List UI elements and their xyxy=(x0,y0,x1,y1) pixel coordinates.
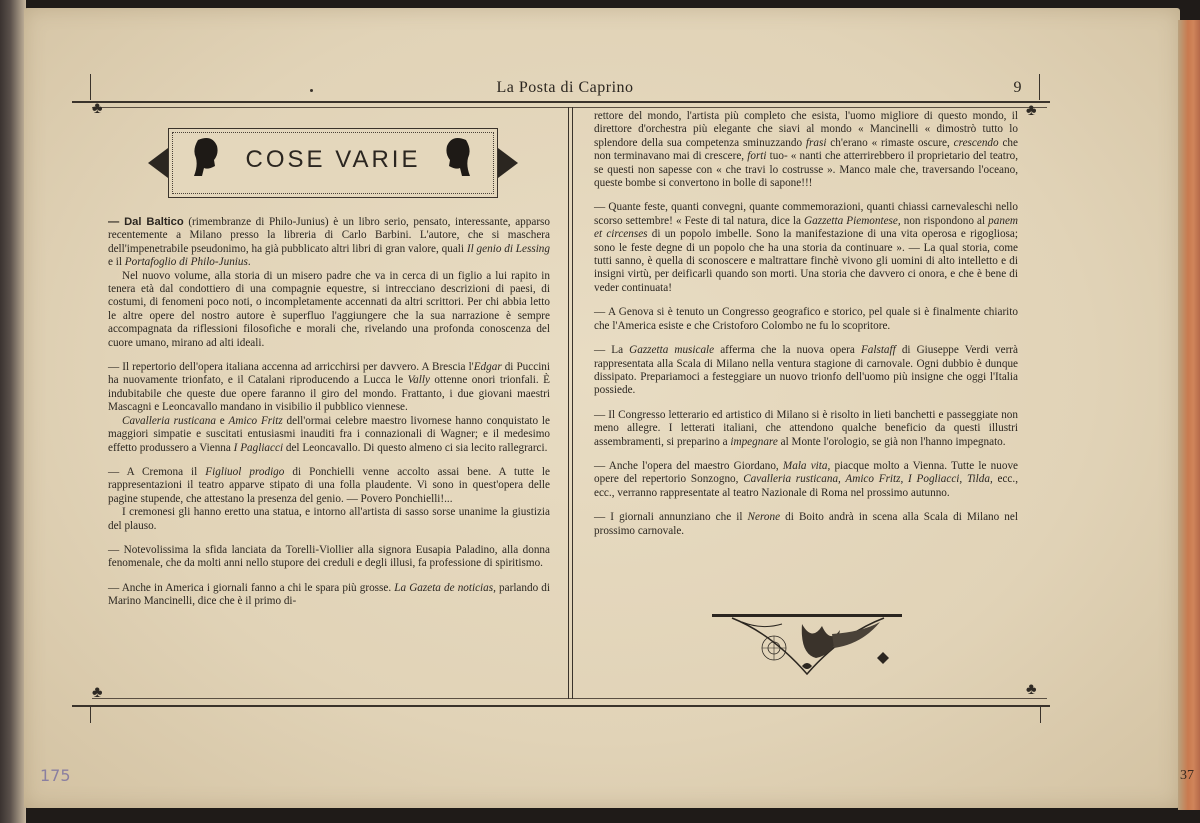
left-text-column xyxy=(108,216,550,620)
running-header xyxy=(90,79,1040,101)
book-binding-edge xyxy=(0,0,26,823)
article-congresso: — Il Congresso letterario ed artistico di Milano si è risolto in lieti banchetti e passeggiate non meno allegre. I letterati italiani, che attendono qualche beneficio da questi illustri assembramenti, si preparino a impegnare al Monte l'orologio, se già non l'hanno impegnato. xyxy=(594,408,1018,448)
banner-right-arrow-icon xyxy=(498,148,518,178)
edge-number: 37 xyxy=(1180,768,1194,783)
club-ornament-icon: ♣ xyxy=(1026,102,1037,119)
silhouette-head-right-icon xyxy=(444,136,472,180)
article-mancinelli-cont: rettore del mondo, l'artista più completo che esista, l'uomo migliore di questo mondo, il direttore d'orchestra più elegante che siavi al mondo « Mancinelli « dimostrò tutto lo splendore della sua competenza sminuzzando frasi ch'erano « rimaste oscure, crescendo che non terminavano mai di crescere, forti tuo- « nanti che atterrirebbero il proprietario del teatro, se questi non sapesse con « che travi lo costrusse ». Manco male che, traversando l'oceano, queste bombe si convertono in bolle di sapone!!! xyxy=(594,110,1019,190)
page-header-title: La Posta di Caprino xyxy=(496,79,634,96)
bottom-right-tick xyxy=(1040,707,1041,723)
article-baltico-cont: Nel nuovo volume, alla storia di un misero padre che va in cerca di un figlio a lui rapito in tenera età dal condottiero di una compagnie equestre, si intrecciano descrizioni di paesi, di costumi, di fenomeni poco noti, o incompletamente accennati da altri scrittori. Per chi abbia letto le altre opere del nostro autore è superfluo l'aggiungere che la sua narrazione è sempre accompagnata da riflessioni filosofiche e morali che, rivelando una profonda conoscenza del cuore umano, mirano ad alti ideali. xyxy=(108,269,550,349)
article-nerone: — I giornali annunziano che il Nerone di Boito andrà in scena alla Scala di Milano nel prossimo carnovale. xyxy=(594,511,1018,537)
right-text-column xyxy=(594,110,1018,549)
club-ornament-icon: ♣ xyxy=(92,100,103,117)
article-feste: — Quante feste, quanti convegni, quante commemorazioni, quanti chiassi carnevaleschi nello scorso settembre! « Feste di tal natura, dice la Gazzetta Piemontese, non rispondono al panem et circenses di un popolo imbelle. Sono la manifestazione di una vita operosa e rigogliosa; sono le feste degne di un popolo che ha una storia da continuare ». — La qual storia, come tutti sanno, è quella di sconoscere e maltrattare finchè vivono gli uomini di alto intelletto e di insigni virtù, per deificarli quando son morti. Una storia che davvero ci onora, e che è bene di veder continuata! xyxy=(594,201,1018,294)
article-giordano: — Anche l'opera del maestro Giordano, Mala vita, piacque molto a Vienna. Tutte le nuove opere del repertorio Sonzogno, Cavalleria rusticana, Amico Fritz, I Pogliacci, Tilda, ecc., ecc., verranno rappresentate al teatro Nazionale di Roma nel prossimo autunno. xyxy=(594,459,1018,499)
page-stack-edge xyxy=(1178,20,1200,810)
page-number: 9 xyxy=(1013,79,1022,96)
club-ornament-icon: ♣ xyxy=(1026,681,1037,698)
column-divider-double xyxy=(572,107,573,699)
article-spiritismo: — Notevolissima la sfida lanciata da Torelli-Viollier alla signora Eusapia Paladino, alla donna fenomenale, che da molti anni nello stupore dei creduli e degli illusi, fa professione di spiritismo. xyxy=(108,543,550,570)
article-falstaff: — La Gazzetta musicale afferma che la nuova opera Falstaff di Giuseppe Verdi verrà rappresentata alla Scala di Milano nella ventura stagione di carnovale. Ogni dubbio è dunque dissipato. Prepariamoci a festeggiare un nuovo trionfo dell'uomo più insigne che oggi l'Italia possiede. xyxy=(594,344,1018,397)
article-cremona: — A Cremona il Figliuol prodigo di Ponchielli venne accolto assai bene. A tutte le rappresentazioni il teatro apparve stipato di una folla plaudente. Vi sono in quest'opera delle pagine stupende, che attestano la presenza del genio. — Povero Ponchielli!... xyxy=(108,465,550,505)
club-ornament-icon: ♣ xyxy=(92,684,103,701)
bottom-rule xyxy=(72,705,1050,707)
article-cremona-cont: I cremonesi gli hanno eretto una statua, e intorno all'artista di sasso sorse unanime la giustizia del plauso. xyxy=(108,506,550,532)
banner-title: COSE VARIE xyxy=(245,146,421,173)
floral-vignette-icon xyxy=(712,614,902,680)
bottom-left-tick xyxy=(90,707,91,723)
header-right-tick xyxy=(1039,74,1040,100)
column-divider xyxy=(568,107,569,699)
article-repertorio-cont: Cavalleria rusticana e Amico Fritz dell'ormai celebre maestro livornese hanno conquistato le maggiori simpatie e suscitati entusiasmi inauditi fra i connazionali di Wagner; e il medesimo effetto produssero a Vienna I Pagliacci del Leoncavallo. Di questo almeno ci sia lecito rallegrarci. xyxy=(108,414,551,454)
section-banner xyxy=(148,124,518,202)
article-baltico: — Dal Baltico (rimembranze di Philo-Junius) è un libro serio, pensato, interessante, apparso recentemente a Milano presso la libreria di Carlo Barbini. L'autore, che si maschera dell'impenetrabile pseudonimo, ha già pubblicato altri libri di gran valore, quali Il genio di Lessing e il Portafoglio di Philo-Junius. xyxy=(108,216,550,269)
article-genova: — A Genova si è tenuto un Congresso geografico e storico, pel quale si è finalmente chiarito che l'America esiste e che Cristoforo Colombo ne fu lo scopritore. xyxy=(594,306,1018,332)
top-rule xyxy=(72,101,1050,103)
handwritten-margin-note: 175 xyxy=(40,766,71,785)
article-repertorio: — Il repertorio dell'opera italiana accenna ad arricchirsi per davvero. A Brescia l'Edgar di Puccini ha nuovamente trionfato, e il Catalani riproducendo a Lucca le Vally ottenne onori trionfali. È indubitabile che queste due opere faranno il giro del mondo. Frattanto, i due giovani maestri Mascagni e Leoncavallo mandano in visibilio il pubblico viennese. xyxy=(108,361,551,414)
article-america: — Anche in America i giornali fanno a chi le spara più grosse. La Gazeta de noticias, parlando di Marino Mancinelli, dice che è il primo di- xyxy=(108,581,551,608)
